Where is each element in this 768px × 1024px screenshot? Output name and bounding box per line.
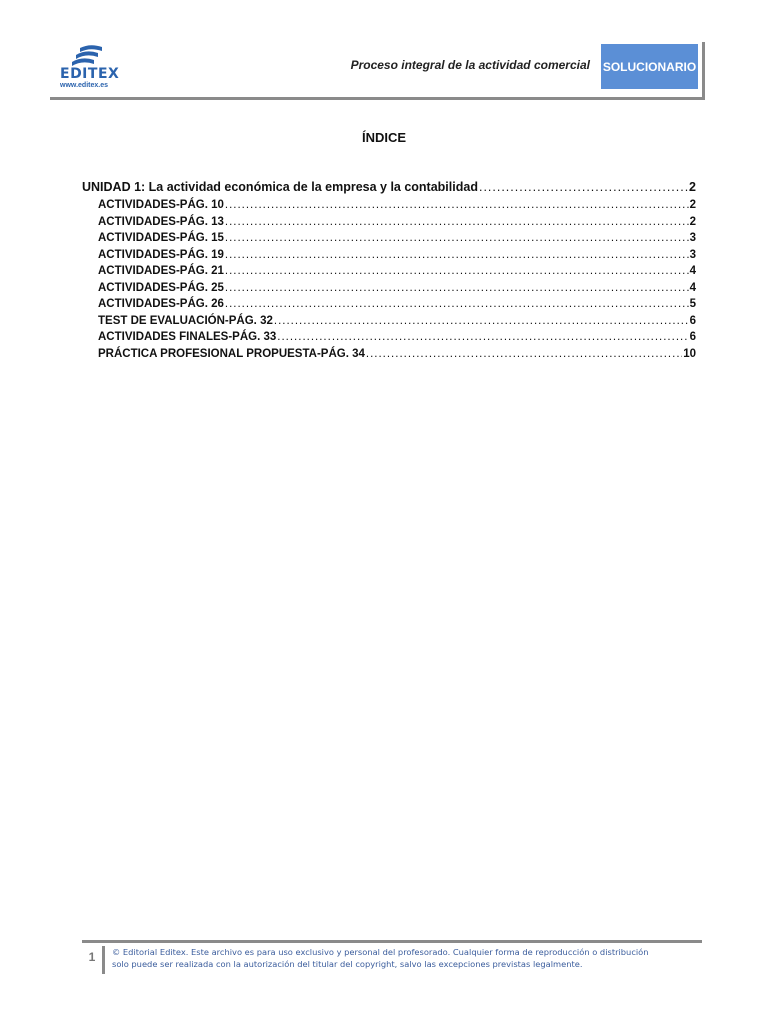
toc-label: ACTIVIDADES-PÁG. 26 [98,298,224,310]
toc-entry-unit-1[interactable] [82,178,696,197]
toc-label: TEST DE EVALUACIÓN-PÁG. 32 [98,314,273,327]
toc-page-number: 5 [689,298,696,310]
toc-entry[interactable] [82,230,696,247]
toc-entry[interactable] [82,313,696,330]
toc-page-number: 3 [689,248,696,261]
toc-entry[interactable] [82,296,696,313]
solucionario-badge: SOLUCIONARIO [601,44,698,89]
toc-entry[interactable] [82,247,696,264]
toc-entry[interactable] [82,214,696,231]
toc-label: ACTIVIDADES-PÁG. 13 [98,215,224,228]
toc-leader-dots [479,178,688,197]
toc-leader-dots [274,313,689,330]
toc-label: ACTIVIDADES-PÁG. 19 [98,248,224,261]
toc-page-number: 3 [689,232,696,244]
toc-label: ACTIVIDADES FINALES-PÁG. 33 [98,331,277,343]
book-stack-icon [60,44,120,68]
index-title: ÍNDICE [361,130,407,145]
toc-label: ACTIVIDADES-PÁG. 25 [98,281,224,294]
toc-label: ACTIVIDADES-PÁG. 15 [98,232,224,244]
toc-label: UNIDAD 1: La actividad económica de la empresa y la contabilidad [82,180,478,194]
toc-leader-dots [225,230,689,247]
toc-page-number: 2 [689,180,696,194]
toc-page-number: 10 [683,347,696,360]
toc-page-number: 6 [689,314,696,327]
toc-page-number: 6 [689,331,696,343]
logo-wordmark: EDITEX [60,66,120,82]
toc-leader-dots [225,280,689,297]
logo-url: www.editex.es [60,82,108,89]
toc-leader-dots [225,263,689,280]
toc-entry[interactable] [82,280,696,297]
toc-entry[interactable] [82,197,696,214]
toc-page-number: 2 [689,199,696,211]
toc-entry[interactable] [82,263,696,280]
toc-page-number: 4 [689,265,696,277]
book-title: Proceso integral de la actividad comercial [350,58,590,72]
toc-page-number: 2 [689,215,696,228]
toc-label: ACTIVIDADES-PÁG. 21 [98,265,224,277]
toc-leader-dots [225,214,689,231]
page-header [50,42,705,100]
copyright-line-2: solo puede ser realizada con la autorización del titular del copyright, salvo las excepciones previstas legalmente. [112,959,583,969]
copyright-notice [112,946,702,970]
toc-leader-dots [225,296,689,313]
editex-logo [60,44,120,90]
copyright-line-1: © Editorial Editex. Este archivo es para uso exclusivo y personal del profesorado. Cualquier forma de reproducción o distribución [112,947,649,957]
toc-leader-dots [225,247,689,264]
toc-leader-dots [225,197,689,214]
toc-label: ACTIVIDADES-PÁG. 10 [98,199,224,211]
toc-entry[interactable] [82,329,696,346]
toc-leader-dots [366,346,682,363]
toc-page-number: 4 [689,281,696,294]
page-footer [82,940,702,975]
toc-label: PRÁCTICA PROFESIONAL PROPUESTA-PÁG. 34 [98,347,365,360]
table-of-contents [82,178,696,362]
toc-entry[interactable] [82,346,696,363]
page-number: 1 [82,946,105,974]
toc-leader-dots [277,329,688,346]
